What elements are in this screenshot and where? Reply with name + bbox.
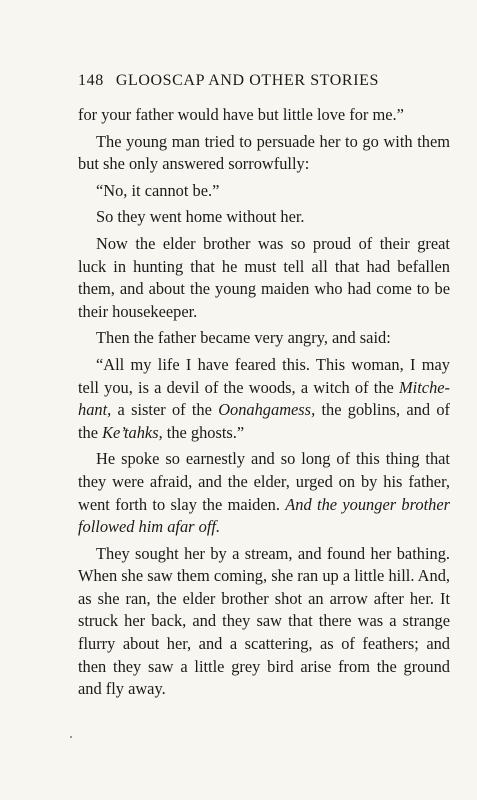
body-text — [78, 104, 450, 705]
paragraph-7: “All my life I have feared this. This woman, I may tell you, is a devil of the woods, a witch of the Mitche-hant, a sister of the Oonahgamess, the goblins, and of the Ke’tahks, the ghosts.” — [78, 354, 450, 442]
paragraph-9: They sought her by a stream, and found her bathing. When she saw them coming, she ran up a little hill. And, as she ran, the elder brother shot an arrow after her. It struck her back, and they saw that there was a strange flurry about her, and a scattering, as of feathers; and then they saw a little grey bird arise from the ground and fly away. — [78, 543, 450, 699]
paper-speck — [70, 736, 72, 738]
paragraph-8: He spoke so earnestly and so long of this thing that they were afraid, and the elder, urged on by his father, went forth to slay the maiden. And the younger brother followed him afar off. — [78, 449, 450, 537]
paragraph-1: for your father would have but little love for me.” — [78, 105, 404, 124]
paragraph-4: So they went home without her. — [96, 207, 305, 227]
paragraph-6: Then the father became very angry, and said: — [96, 328, 391, 348]
running-title: GLOOSCAP AND OTHER STORIES — [115, 72, 379, 89]
running-header — [78, 72, 450, 90]
paragraph-2: The young man tried to persuade her to go with them but she only answered sorrowfully: — [78, 131, 450, 174]
paragraph-5: Now the elder brother was so proud of their great luck in hunting that he must tell all that had befallen them, and about the young maiden who had come to be their housekeeper. — [78, 233, 450, 321]
paragraph-3: “No, it cannot be.” — [96, 180, 220, 200]
italic-term: Oonahgamess, — [218, 400, 316, 420]
italic-term: Mitche-hant, — [78, 377, 450, 420]
page-number: 148 — [78, 72, 104, 89]
italic-term: Ke’tahks, — [102, 422, 163, 442]
italic-phrase: And the younger brother followed him afar off. — [78, 494, 450, 537]
